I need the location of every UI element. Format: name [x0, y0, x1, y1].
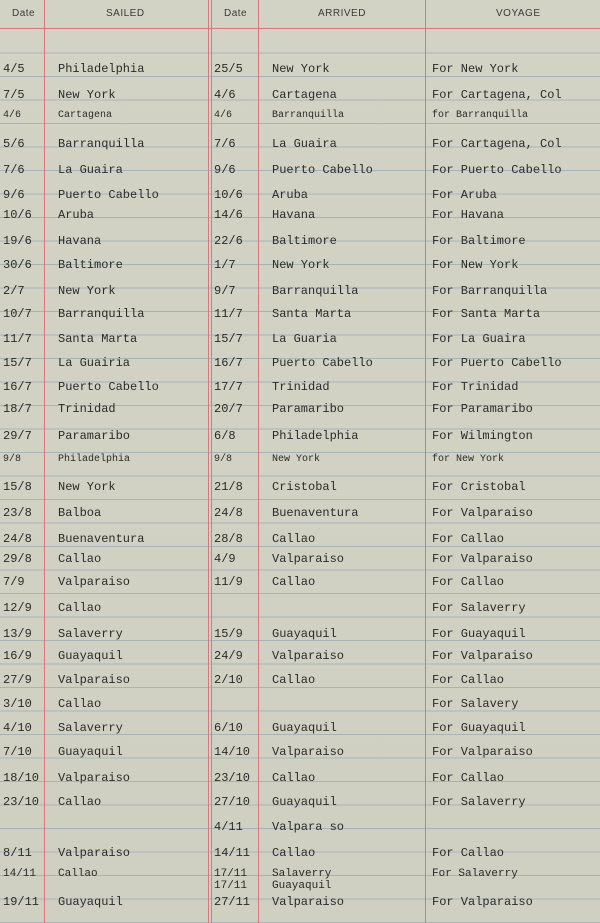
ledger-row [0, 208, 600, 230]
sailed-date: 10/6 [3, 208, 32, 222]
sailed-port: New York [58, 480, 116, 494]
arrived-port: La Guaria [272, 332, 337, 346]
ledger-row [0, 506, 600, 528]
arrived-date: 11/7 [214, 307, 243, 321]
sailed-date: 7/10 [3, 745, 32, 759]
voyage: For Valparaiso [432, 506, 533, 520]
arrived-port: New York [272, 258, 330, 272]
ledger-row [0, 480, 600, 502]
arrived-port: Valpara so [272, 820, 345, 834]
sailed-date: 16/7 [3, 380, 32, 394]
arrived-date: 21/8 [214, 480, 243, 494]
voyage: For Guayaquil [432, 627, 526, 641]
arrived-port: Valparaiso [272, 552, 345, 566]
arrived-port: Salaverry [272, 868, 332, 880]
sailed-port: Havana [58, 234, 102, 248]
arrived-port: Buenaventura [272, 506, 359, 520]
sailed-port: Puerto Cabello [58, 380, 159, 394]
arrived-date: 22/6 [214, 234, 243, 248]
sailed-date: 23/10 [3, 795, 40, 809]
ledger-row [0, 284, 600, 306]
arrived-port: Guayaquil [272, 627, 337, 641]
arrived-port: Baltimore [272, 234, 337, 248]
ledger-row [0, 895, 600, 917]
arrived-date: 7/6 [214, 137, 236, 151]
sailed-port: Philadelphia [58, 454, 131, 465]
voyage: For Cristobal [432, 480, 526, 494]
voyage: For La Guaira [432, 332, 526, 346]
arrived-port: Puerto Cabello [272, 356, 373, 370]
arrived-date: 2/10 [214, 673, 243, 687]
ledger-row [0, 795, 600, 817]
sailed-port: Salaverry [58, 721, 123, 735]
sailed-port: La Guaira [58, 163, 123, 177]
arrived-date: 15/7 [214, 332, 243, 346]
arrived-date: 24/8 [214, 506, 243, 520]
sailed-port: Puerto Cabello [58, 188, 159, 202]
voyage: For Barranquilla [432, 284, 548, 298]
sailed-port: Barranquilla [58, 137, 145, 151]
sailed-port: Cartagena [58, 110, 113, 121]
sailed-port: New York [58, 88, 116, 102]
arrived-port: Paramaribo [272, 402, 345, 416]
sailed-port: New York [58, 284, 116, 298]
sailed-port: La Guairia [58, 356, 131, 370]
sailed-date: 7/5 [3, 88, 25, 102]
arrived-port: Guayaquil [272, 880, 332, 892]
sailed-port: Baltimore [58, 258, 123, 272]
sailed-date: 14/11 [3, 868, 37, 880]
sailed-port: Trinidad [58, 402, 116, 416]
arrived-date: 27/10 [214, 795, 251, 809]
voyage: For Trinidad [432, 380, 519, 394]
voyage: For Callao [432, 673, 505, 687]
voyage: For Valparaiso [432, 895, 533, 909]
ledger-row [0, 575, 600, 597]
voyage: For Wilmington [432, 429, 533, 443]
sailed-port: Valparaiso [58, 846, 131, 860]
sailed-date: 16/9 [3, 649, 32, 663]
arrived-date: 4/6 [214, 110, 233, 121]
ledger-row [0, 332, 600, 354]
voyage: For Puerto Cabello [432, 356, 562, 370]
ledger-row [0, 163, 600, 185]
ledger-row [0, 429, 600, 451]
arrived-date: 10/6 [214, 188, 243, 202]
arrived-date: 14/11 [214, 846, 251, 860]
ledger-row [0, 110, 600, 132]
arrived-date: 27/11 [214, 895, 251, 909]
sailed-date: 15/8 [3, 480, 32, 494]
voyage: For Baltimore [432, 234, 526, 248]
sailed-port: Guayaquil [58, 649, 123, 663]
arrived-date: 20/7 [214, 402, 243, 416]
voyage: for New York [432, 454, 505, 465]
voyage: For New York [432, 258, 519, 272]
arrived-port: Barranquilla [272, 284, 359, 298]
voyage: For Salaverry [432, 601, 526, 615]
header-arrived: ARRIVED [318, 8, 366, 19]
arrived-port: Callao [272, 532, 316, 546]
arrived-port: Cartagena [272, 88, 337, 102]
sailed-port: Valparaiso [58, 673, 131, 687]
arrived-port: Santa Marta [272, 307, 352, 321]
sailed-port: Valparaiso [58, 575, 131, 589]
voyage: For Paramaribo [432, 402, 533, 416]
sailed-date: 2/7 [3, 284, 25, 298]
sailed-date: 30/6 [3, 258, 32, 272]
sailed-date: 5/6 [3, 137, 25, 151]
sailed-port: Salaverry [58, 627, 123, 641]
ledger-row [0, 820, 600, 842]
sailed-date: 12/9 [3, 601, 32, 615]
sailed-date: 13/9 [3, 627, 32, 641]
arrived-port: Callao [272, 846, 316, 860]
header-date-sailed: Date [12, 8, 36, 19]
sailed-date: 24/8 [3, 532, 32, 546]
arrived-port: Philadelphia [272, 429, 359, 443]
voyage: For Cartagena, Col [432, 137, 562, 151]
header-sailed: SAILED [106, 8, 145, 19]
voyage: For Salaverry [432, 868, 518, 880]
arrived-port: Barranquilla [272, 110, 345, 121]
sailed-date: 29/8 [3, 552, 32, 566]
sailed-date: 27/9 [3, 673, 32, 687]
sailed-port: Barranquilla [58, 307, 145, 321]
ledger-row [0, 846, 600, 868]
sailed-port: Paramaribo [58, 429, 131, 443]
ledger-row [0, 258, 600, 280]
sailed-date: 4/5 [3, 62, 25, 76]
sailed-port: Buenaventura [58, 532, 145, 546]
sailed-date: 23/8 [3, 506, 32, 520]
voyage: For Guayaquil [432, 721, 526, 735]
sailed-date: 8/11 [3, 846, 32, 860]
sailed-date: 29/7 [3, 429, 32, 443]
ledger-row [0, 454, 600, 476]
ledger-row [0, 627, 600, 649]
arrived-date: 9/6 [214, 163, 236, 177]
voyage: For Salavery [432, 697, 519, 711]
ledger-row [0, 697, 600, 719]
arrived-date: 24/9 [214, 649, 243, 663]
ledger-row [0, 307, 600, 329]
voyage: For Valparaiso [432, 649, 533, 663]
sailed-port: Guayaquil [58, 745, 123, 759]
sailed-port: Callao [58, 697, 102, 711]
voyage: For Callao [432, 846, 505, 860]
voyage: For Salaverry [432, 795, 526, 809]
arrived-port: Valparaiso [272, 649, 345, 663]
arrived-date: 4/11 [214, 820, 243, 834]
ledger-row [0, 234, 600, 256]
ledger-row [0, 62, 600, 84]
voyage: For Callao [432, 771, 505, 785]
ledger-row [0, 721, 600, 743]
ledger-row [0, 137, 600, 159]
arrived-port: Callao [272, 673, 316, 687]
voyage: For New York [432, 62, 519, 76]
ledger-row [0, 649, 600, 671]
arrived-port: Callao [272, 575, 316, 589]
voyage: For Valparaiso [432, 745, 533, 759]
arrived-port: Valparaiso [272, 745, 345, 759]
voyage: for Barranquilla [432, 110, 529, 121]
arrived-date: 28/8 [214, 532, 243, 546]
ledger-row [0, 402, 600, 424]
arrived-date: 4/6 [214, 88, 236, 102]
arrived-date: 4/9 [214, 552, 236, 566]
sailed-date: 7/9 [3, 575, 25, 589]
arrived-date: 14/6 [214, 208, 243, 222]
sailed-port: Philadelphia [58, 62, 145, 76]
voyage: For Aruba [432, 188, 497, 202]
arrived-port: Cristobal [272, 480, 337, 494]
ledger-row [0, 601, 600, 623]
arrived-date: 17/11 [214, 880, 248, 892]
arrived-port: Trinidad [272, 380, 330, 394]
arrived-port: New York [272, 62, 330, 76]
sailed-date: 9/6 [3, 188, 25, 202]
arrived-date: 23/10 [214, 771, 251, 785]
sailed-port: Santa Marta [58, 332, 138, 346]
sailed-port: Aruba [58, 208, 95, 222]
voyage: For Puerto Cabello [432, 163, 562, 177]
sailed-date: 10/7 [3, 307, 32, 321]
ledger-row [0, 532, 600, 554]
sailed-date: 19/11 [3, 895, 40, 909]
sailed-date: 18/7 [3, 402, 32, 416]
sailed-date: 7/6 [3, 163, 25, 177]
arrived-date: 15/9 [214, 627, 243, 641]
arrived-port: Guayaquil [272, 795, 337, 809]
voyage: For Callao [432, 575, 505, 589]
sailed-port: Valparaiso [58, 771, 131, 785]
sailed-date: 9/8 [3, 454, 22, 465]
sailed-port: Callao [58, 552, 102, 566]
sailed-date: 19/6 [3, 234, 32, 248]
voyage: For Callao [432, 532, 505, 546]
arrived-date: 9/8 [214, 454, 233, 465]
ledger-row [0, 188, 600, 210]
sailed-port: Callao [58, 601, 102, 615]
arrived-date: 16/7 [214, 356, 243, 370]
voyage: For Cartagena, Col [432, 88, 562, 102]
ledger-row [0, 380, 600, 402]
sailed-date: 18/10 [3, 771, 40, 785]
arrived-date: 9/7 [214, 284, 236, 298]
ledger-row [0, 552, 600, 574]
arrived-date: 14/10 [214, 745, 251, 759]
arrived-date: 6/10 [214, 721, 243, 735]
header-voyage: VOYAGE [496, 8, 541, 19]
ledger-row [0, 673, 600, 695]
sailed-date: 4/6 [3, 110, 22, 121]
voyage: For Valparaiso [432, 552, 533, 566]
arrived-date: 1/7 [214, 258, 236, 272]
header-row [0, 0, 600, 29]
ledger-row [0, 88, 600, 110]
sailed-port: Guayaquil [58, 895, 123, 909]
voyage: For Havana [432, 208, 505, 222]
arrived-date: 25/5 [214, 62, 243, 76]
header-date-arrived: Date [224, 8, 248, 19]
sailed-port: Balboa [58, 506, 102, 520]
arrived-date: 17/11 [214, 868, 248, 880]
sailed-date: 11/7 [3, 332, 32, 346]
arrived-date: 17/7 [214, 380, 243, 394]
ledger-row [0, 745, 600, 767]
arrived-port: La Guaira [272, 137, 337, 151]
sailed-date: 3/10 [3, 697, 32, 711]
arrived-port: Aruba [272, 188, 309, 202]
arrived-port: Puerto Cabello [272, 163, 373, 177]
arrived-port: Guayaquil [272, 721, 337, 735]
arrived-date: 11/9 [214, 575, 243, 589]
sailed-port: Callao [58, 795, 102, 809]
arrived-port: Callao [272, 771, 316, 785]
sailed-date: 4/10 [3, 721, 32, 735]
arrived-port: Valparaiso [272, 895, 345, 909]
arrived-port: New York [272, 454, 321, 465]
ledger-row [0, 356, 600, 378]
voyage: For Santa Marta [432, 307, 541, 321]
arrived-port: Havana [272, 208, 316, 222]
arrived-date: 6/8 [214, 429, 236, 443]
sailed-date: 15/7 [3, 356, 32, 370]
sailed-port: Callao [58, 868, 98, 880]
ledger-row [0, 771, 600, 793]
